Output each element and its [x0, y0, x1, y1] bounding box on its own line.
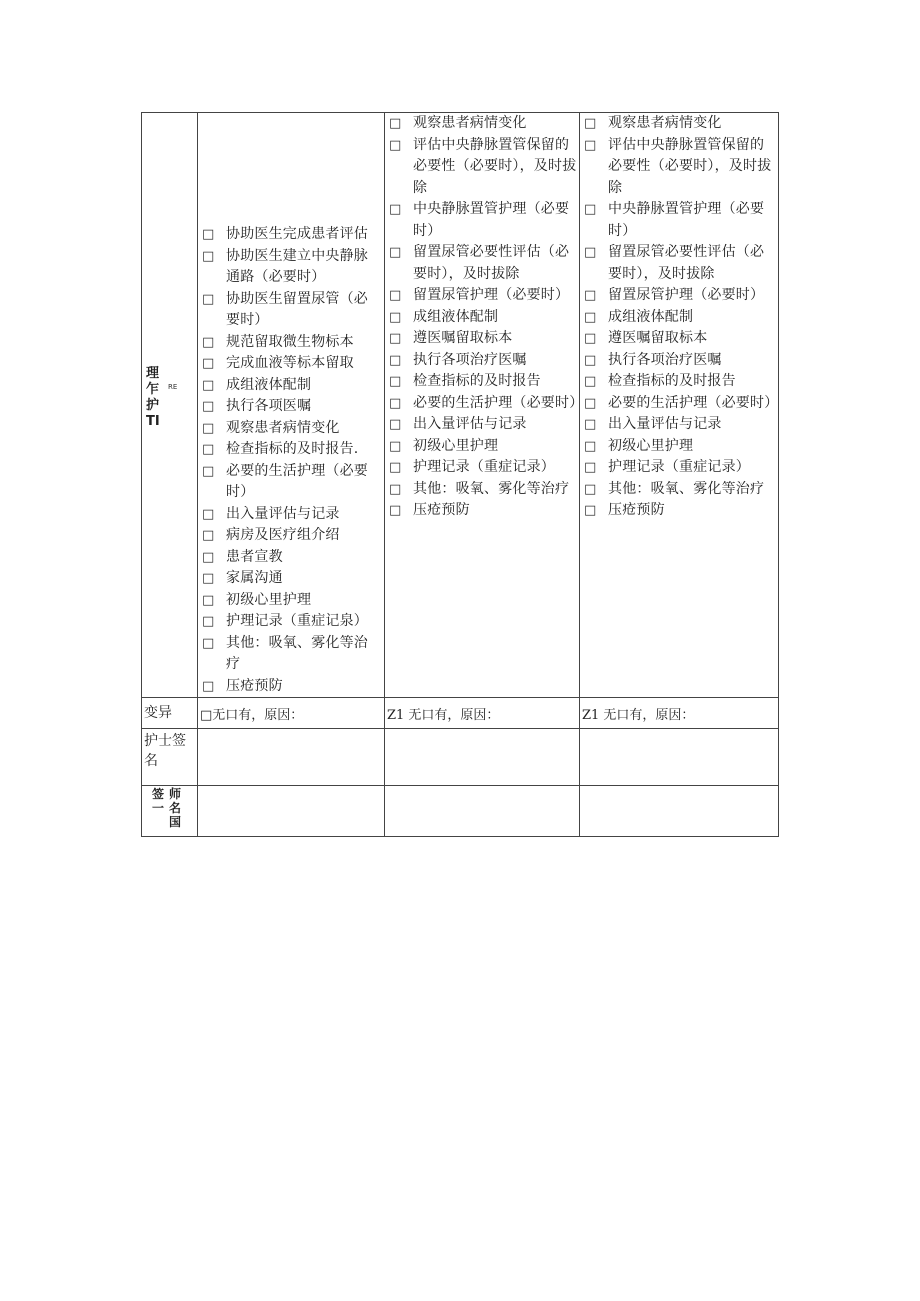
checklist-item-label: 出入量评估与记录 [226, 505, 340, 522]
checklist-item-label: 压疮预防 [413, 502, 470, 518]
checklist-item[interactable] [582, 135, 776, 200]
checklist-item-label: 初级心里护理 [413, 437, 499, 454]
checkbox-icon[interactable]: □ [389, 202, 402, 217]
checklist-item[interactable] [387, 371, 577, 393]
variation-text: Z1 无口有，原因： [582, 707, 695, 723]
checklist-item-label: 评估中央静脉置管保留的必要性（必要时），及时拔除 [608, 136, 772, 196]
checklist-item[interactable] [200, 568, 382, 590]
checklist-item[interactable] [200, 332, 382, 354]
checklist-item[interactable] [200, 633, 382, 676]
checklist-item-label: 留置尿管护理（必要时） [608, 287, 765, 303]
checkbox-icon[interactable]: □ [202, 334, 215, 350]
checklist-item-label: 护理记录（重症记录） [413, 459, 555, 475]
checklist-item[interactable] [200, 461, 382, 504]
checkbox-icon[interactable]: □ [584, 309, 597, 325]
doctor-signature-label [142, 786, 198, 837]
nurse-signature-row [142, 729, 779, 786]
checklist-item[interactable] [200, 504, 382, 526]
checklist-item[interactable] [200, 590, 382, 612]
nurse-signature-day1[interactable] [198, 729, 385, 786]
checklist-item[interactable] [387, 350, 577, 372]
checklist-item-label: 留置尿管必要性评估（必要时），及时拔除 [608, 244, 765, 282]
checklist-item-label: 压疮预防 [608, 502, 665, 518]
checklist-item-label: 留置尿管护理（必要时） [413, 287, 570, 303]
checklist-item[interactable] [582, 307, 776, 329]
day3-tasks-cell [580, 113, 779, 698]
checklist-item[interactable] [387, 307, 577, 329]
checkbox-icon[interactable]: □ [389, 309, 402, 325]
day2-tasks-cell [385, 113, 584, 698]
checklist-item-label: 检查指标的及时报告 [413, 373, 541, 389]
checkbox-icon[interactable]: □ [389, 417, 402, 432]
label-small-mark: RE [168, 383, 178, 391]
checklist-item-label: 规范留取微生物标本 [226, 333, 354, 350]
checklist-item-label: 家属沟通 [226, 570, 283, 586]
doctor-signature-day3[interactable] [580, 786, 779, 837]
checklist-item-label: 成组液体配制 [608, 308, 694, 325]
checklist-item[interactable] [387, 393, 584, 415]
checkbox-icon[interactable]: □ [584, 460, 597, 475]
checkbox-icon[interactable]: □ [202, 420, 215, 436]
checklist-item[interactable] [200, 289, 382, 332]
checkbox-icon[interactable]: □ [584, 116, 597, 131]
nursing-pathway-table [141, 112, 779, 837]
checklist-item[interactable] [582, 328, 776, 350]
checkbox-icon[interactable]: □ [202, 635, 215, 651]
checklist-item[interactable] [200, 611, 382, 633]
checklist-item-label: 协助医生留置尿管（必要时） [226, 290, 368, 328]
checklist-item[interactable] [387, 199, 577, 242]
variation-day1[interactable] [198, 698, 385, 729]
variation-row [142, 698, 779, 729]
checkbox-icon[interactable]: □ [584, 245, 597, 260]
nurse-signature-day3[interactable] [580, 729, 779, 786]
checkbox-icon[interactable]: □ [202, 614, 215, 629]
checkbox-icon[interactable]: □ [584, 503, 597, 518]
checklist-item-label: 必要的生活护理（必要时） [413, 394, 584, 411]
checkbox-icon[interactable]: □ [202, 248, 215, 264]
checklist-item-label: 患者宣教 [226, 548, 283, 565]
checklist-item[interactable] [387, 500, 577, 522]
checklist-item[interactable] [387, 436, 577, 458]
variation-text: Z1 无口有，原因： [387, 707, 500, 723]
checkbox-icon[interactable]: □ [389, 288, 402, 303]
checkbox-icon[interactable]: □ [389, 116, 402, 131]
variation-text: □无口有，原因： [200, 707, 304, 723]
checklist-item[interactable] [582, 371, 776, 393]
checklist-item[interactable] [582, 479, 776, 501]
checklist-item-label: 护理记录（重症记泉） [226, 613, 368, 629]
checklist-item-label: 检查指标的及时报告. [226, 441, 359, 457]
checklist-item-label: 协助医生完成患者评估 [226, 226, 368, 242]
checkbox-icon[interactable]: □ [389, 331, 402, 346]
checklist-item[interactable] [387, 457, 577, 479]
checklist-item[interactable] [387, 113, 577, 135]
checkbox-icon[interactable]: □ [389, 352, 402, 368]
checkbox-icon[interactable]: □ [584, 395, 597, 411]
doctor-signature-day1[interactable] [198, 786, 385, 837]
checklist-item-label: 初级心里护理 [226, 591, 312, 608]
checklist-item[interactable] [200, 439, 382, 461]
checkbox-icon[interactable]: □ [584, 352, 597, 368]
checklist-item-label: 成组液体配制 [413, 308, 499, 325]
checklist-item[interactable] [387, 285, 577, 307]
nurse-signature-label: 护士签名 [142, 729, 198, 786]
nursing-work-label [146, 366, 160, 430]
checklist-item-label: 初级心里护理 [608, 437, 694, 454]
checklist-item[interactable] [387, 135, 577, 200]
checklist-item-label: 病房及医疗组介绍 [226, 527, 340, 543]
checklist-item-label: 遵医嘱留取标本 [608, 330, 708, 346]
checkbox-icon[interactable]: □ [584, 481, 597, 497]
checkbox-icon[interactable]: □ [389, 503, 402, 518]
checklist-item[interactable] [582, 457, 776, 479]
checklist-item-label: 压疮预防 [226, 677, 283, 694]
checklist-item-label: 评估中央静脉置管保留的必要性（必要时），及时拔除 [413, 136, 577, 196]
label-char: I [154, 414, 160, 429]
label-char: T [146, 414, 155, 429]
nursing-work-label-cell [142, 113, 198, 698]
checklist-item[interactable] [582, 393, 779, 415]
checklist-item[interactable] [200, 246, 382, 289]
checkbox-icon[interactable]: □ [202, 549, 215, 565]
checkbox-icon[interactable]: □ [584, 137, 597, 153]
checklist-item[interactable] [200, 224, 382, 246]
checkbox-icon[interactable]: □ [389, 137, 402, 153]
label-char: 国 [169, 815, 182, 829]
checkbox-icon[interactable]: □ [389, 481, 402, 497]
label-char: 护 [146, 398, 160, 413]
checkbox-icon[interactable]: □ [202, 356, 215, 371]
checklist-item-label: 中央静脉置管护理（必要时） [413, 201, 570, 239]
checklist-item[interactable] [200, 547, 382, 569]
checklist-item-label: 检查指标的及时报告 [608, 373, 736, 389]
checkbox-icon[interactable]: □ [202, 678, 215, 694]
checklist-item[interactable] [387, 242, 577, 285]
checklist-item[interactable] [582, 414, 776, 436]
checkbox-icon[interactable]: □ [389, 374, 402, 389]
checkbox-icon[interactable]: □ [584, 417, 597, 432]
checkbox-icon[interactable]: □ [202, 291, 215, 307]
checklist-item[interactable] [582, 436, 776, 458]
checklist-item-label: 留置尿管必要性评估（必要时），及时拔除 [413, 244, 570, 282]
checklist-item[interactable] [582, 285, 776, 307]
checklist-item-label: 完成血液等标本留取 [226, 355, 354, 371]
checkbox-icon[interactable]: □ [202, 571, 215, 586]
checklist-item-label: 协助医生建立中央静脉通路（必要时） [226, 247, 368, 285]
checklist-item-label: 执行各项治疗医嘱 [413, 351, 527, 368]
day1-checklist [198, 113, 384, 697]
checklist-item[interactable] [200, 418, 382, 440]
checklist-item-label: 观察患者病情变化 [608, 115, 722, 131]
checkbox-icon[interactable]: □ [202, 592, 215, 608]
label-char: 一 [152, 801, 165, 815]
label-char: 理 [146, 366, 160, 381]
checklist-item[interactable] [200, 676, 382, 698]
checklist-item[interactable] [582, 199, 776, 242]
checkbox-icon[interactable]: □ [202, 227, 215, 242]
checkbox-icon[interactable]: □ [202, 442, 215, 457]
nursing-work-row [142, 113, 779, 698]
checkbox-icon[interactable]: □ [389, 460, 402, 475]
checklist-item[interactable] [582, 500, 776, 522]
checkbox-icon[interactable]: □ [202, 399, 215, 414]
checklist-item-label: 出入量评估与记录 [608, 416, 722, 432]
checkbox-icon[interactable]: □ [584, 202, 597, 217]
checklist-item-label: 其他：吸氧、雾化等治疗 [413, 480, 570, 497]
variation-label: 变异 [142, 698, 198, 729]
variation-day2[interactable] [385, 698, 580, 729]
label-char-pair [146, 414, 160, 430]
checkbox-icon[interactable]: □ [584, 331, 597, 346]
checkbox-icon[interactable]: □ [389, 438, 402, 454]
checklist-item-label: 必要的生活护理（必要时） [608, 394, 779, 411]
checklist-item[interactable] [582, 242, 776, 285]
checklist-item[interactable] [200, 353, 382, 375]
checklist-item[interactable] [387, 414, 577, 436]
checklist-item[interactable] [200, 396, 382, 418]
label-char: 师 [169, 787, 182, 801]
checklist-item[interactable] [387, 479, 577, 501]
checklist-item[interactable] [582, 350, 776, 372]
checklist-item-label: 观察患者病情变化 [413, 115, 527, 131]
checklist-item-label: 其他：吸氧、雾化等治疗 [608, 480, 765, 497]
checklist-item-label: 其他：吸氧、雾化等治疗 [226, 634, 368, 672]
checklist-item[interactable] [387, 328, 577, 350]
checklist-item[interactable] [200, 375, 382, 397]
checklist-item-label: 执行各项治疗医嘱 [608, 351, 722, 368]
label-char: 乍 [146, 382, 160, 397]
checklist-item[interactable] [200, 525, 382, 547]
checkbox-icon[interactable]: □ [389, 245, 402, 260]
checklist-item-label: 护理记录（重症记录） [608, 459, 750, 475]
day2-checklist [385, 113, 584, 522]
checkbox-icon[interactable]: □ [202, 463, 215, 479]
checkbox-icon[interactable]: □ [584, 374, 597, 389]
checkbox-icon[interactable]: □ [584, 288, 597, 303]
day1-tasks-cell [198, 113, 385, 698]
day3-checklist [580, 113, 778, 522]
nurse-signature-day2[interactable] [385, 729, 580, 786]
checklist-item-label: 出入量评估与记录 [413, 416, 527, 432]
checklist-item-label: 观察患者病情变化 [226, 419, 340, 436]
checklist-item[interactable] [582, 113, 776, 135]
doctor-signature-day2[interactable] [385, 786, 580, 837]
label-char: 名 [169, 801, 182, 815]
variation-day3[interactable] [580, 698, 779, 729]
checklist-item-label: 执行各项医嘱 [226, 398, 312, 414]
checkbox-icon[interactable]: □ [202, 506, 215, 522]
checkbox-icon[interactable]: □ [389, 395, 402, 411]
checklist-item-label: 成组液体配制 [226, 376, 312, 393]
checkbox-icon[interactable]: □ [202, 528, 215, 543]
doctor-signature-row [142, 786, 779, 837]
checkbox-icon[interactable]: □ [584, 438, 597, 454]
checkbox-icon[interactable]: □ [202, 377, 215, 393]
label-char: 签 [152, 787, 165, 801]
checklist-item-label: 遵医嘱留取标本 [413, 330, 513, 346]
checklist-item-label: 必要的生活护理（必要时） [226, 462, 368, 500]
checklist-item-label: 中央静脉置管护理（必要时） [608, 201, 765, 239]
